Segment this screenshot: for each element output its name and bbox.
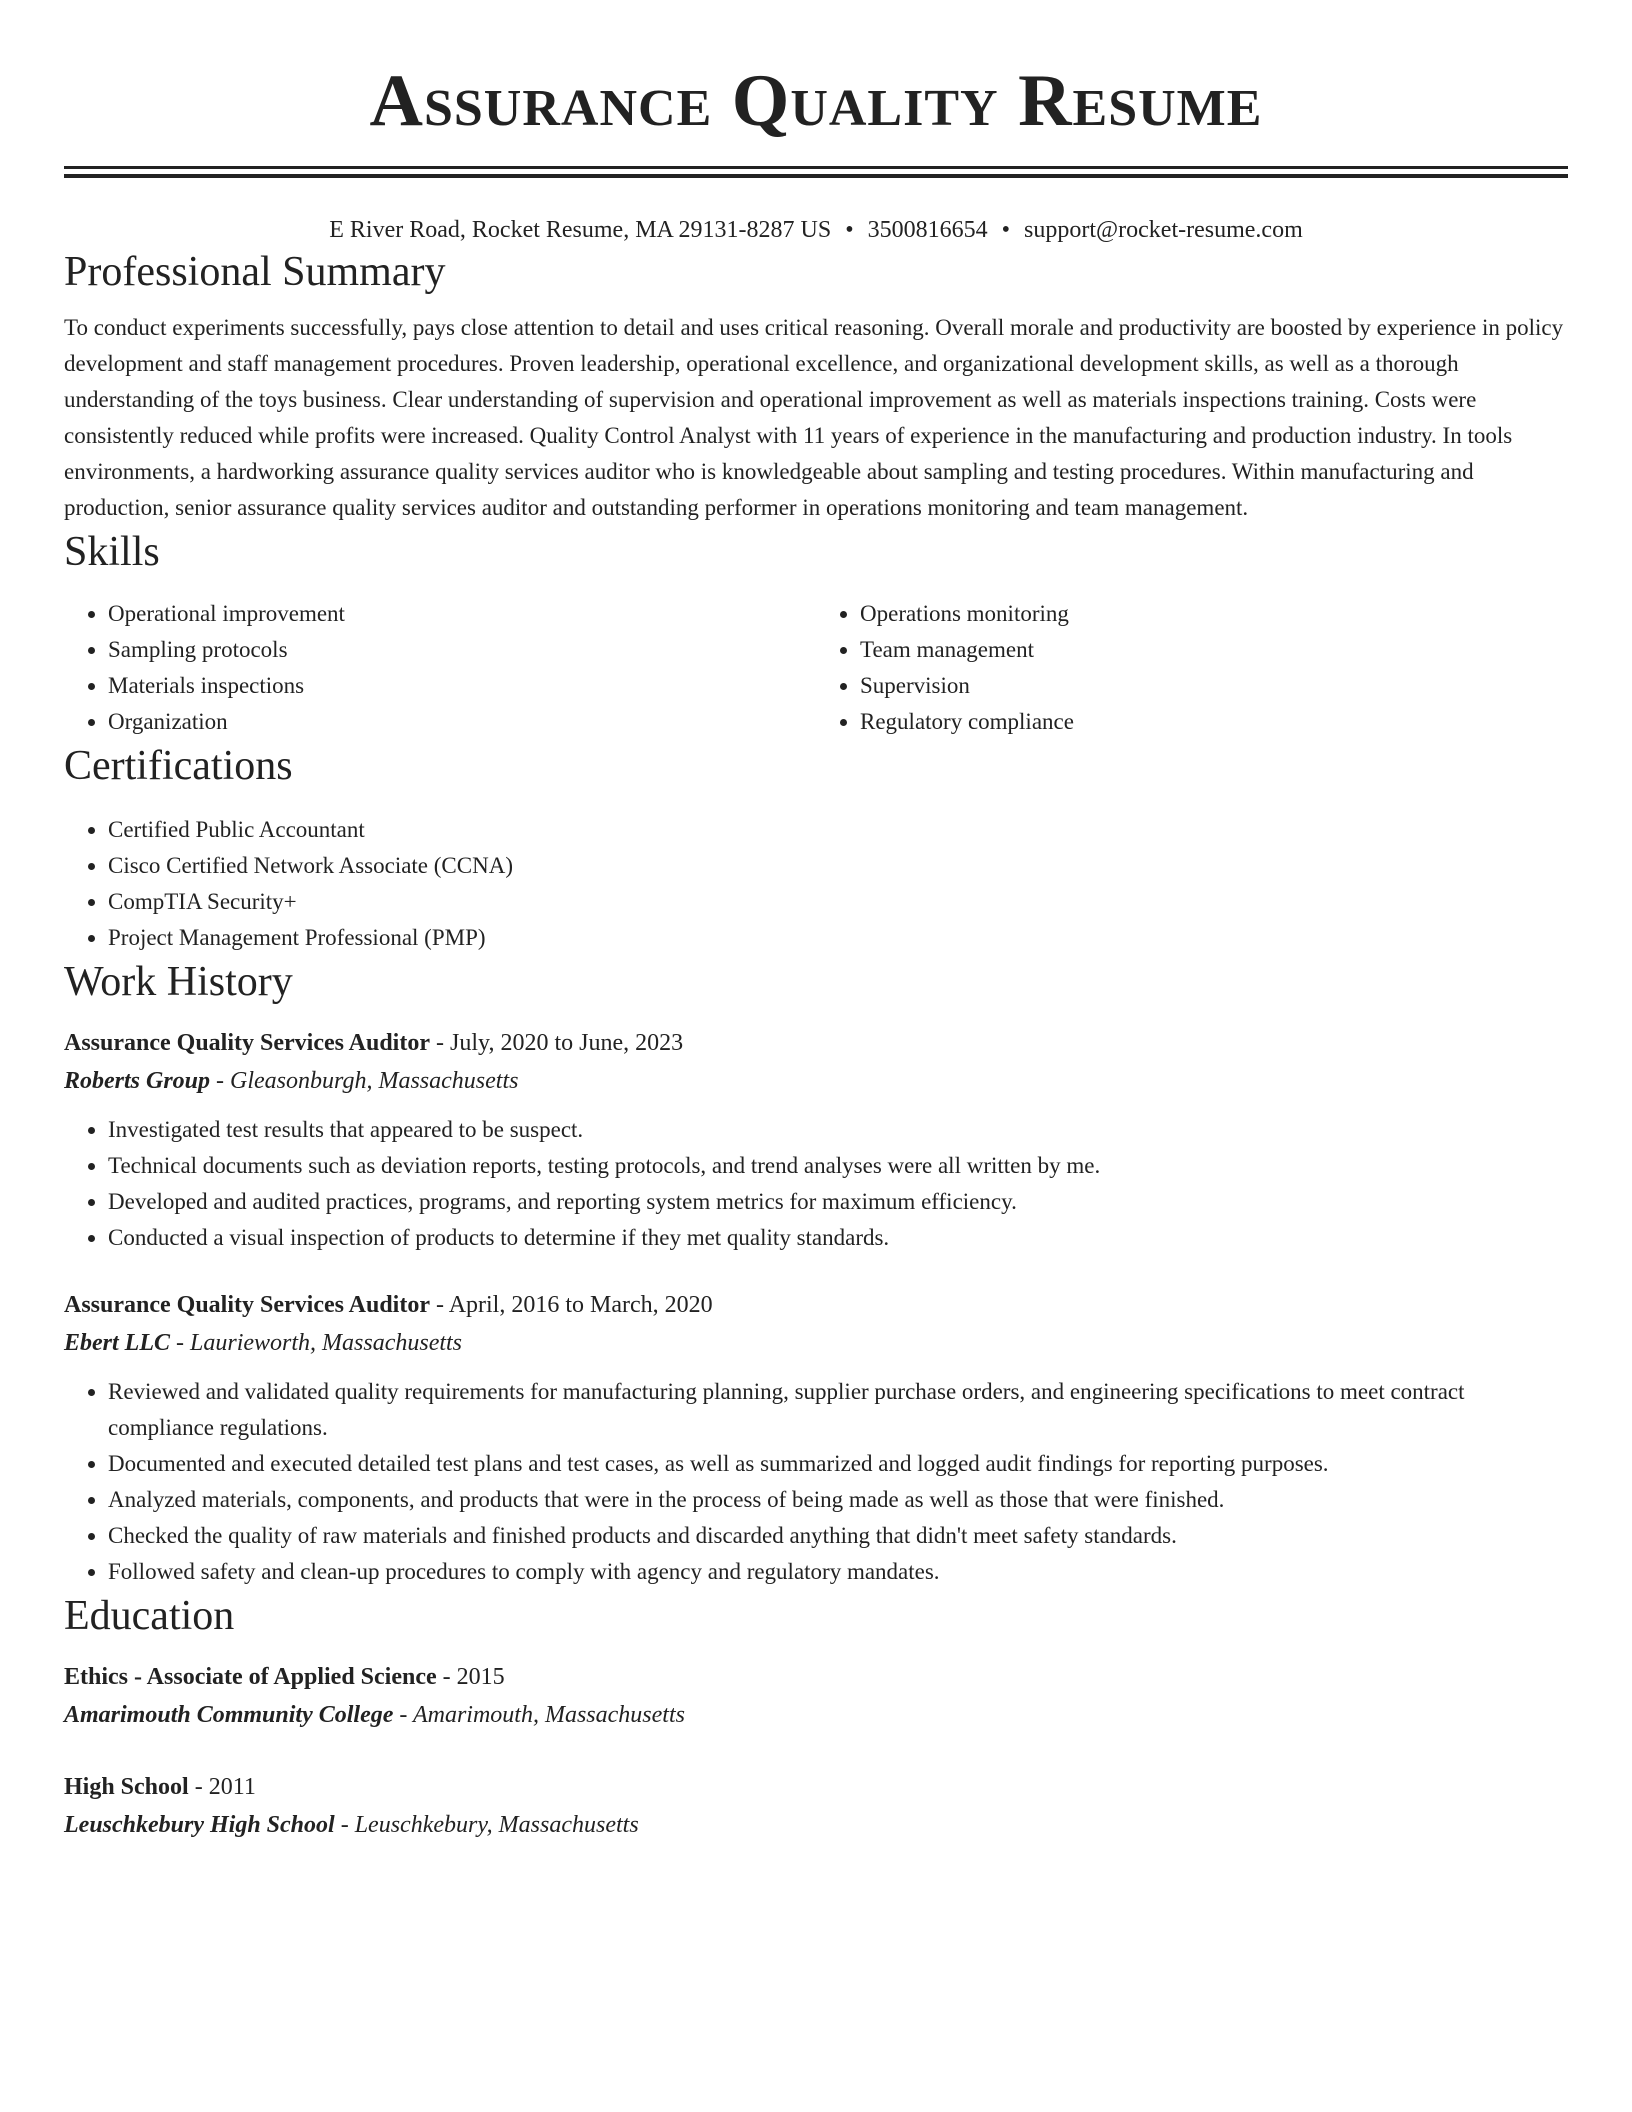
skills-grid [64, 596, 1568, 740]
job-entry [64, 1286, 1568, 1590]
contact-separator: • [1001, 217, 1011, 243]
summary-heading: Professional Summary [64, 249, 446, 295]
dash: - [436, 1030, 444, 1056]
dash: - [176, 1330, 184, 1356]
job-bullet: • Analyzed materials, components, and products that were in the process of being made as well as those that were finished. [108, 1482, 1568, 1518]
job-company: Roberts Group [64, 1068, 211, 1094]
contact-line [64, 214, 1568, 246]
education-location: Amarimouth, Massachusetts [412, 1702, 685, 1728]
job-bullet: • Documented and executed detailed test plans and test cases, as well as summarized and logged audit findings for reporting purposes. [108, 1446, 1568, 1482]
education-degree: Ethics - Associate of Applied Science [64, 1664, 437, 1690]
job-location: Gleasonburgh, Massachusetts [230, 1068, 519, 1094]
job-bullet: • Checked the quality of raw materials and finished products and discarded anything that didn't meet safety standards. [108, 1518, 1568, 1554]
job-title-line [64, 1024, 1568, 1062]
resume-title: Assurance Quality Resume [369, 60, 1263, 142]
job-location: Laurieworth, Massachusetts [190, 1330, 463, 1356]
job-bullet: • Investigated test results that appeared to be suspect. [108, 1112, 1568, 1148]
certification-item: • CompTIA Security+ [108, 884, 1568, 920]
summary-text: To conduct experiments successfully, pays close attention to detail and uses critical reasoning. Overall morale and productivity are boosted by experience in policy development and staff management procedures. Proven leadership, operational excellence, and organizational development skills, as well as a thorough understanding of the toys business. Clear understanding of supervision and operational improvement as well as materials inspections training. Costs were consistently reduced while profits were increased. Quality Control Analyst with 11 years of experience in the manufacturing and production industry. In tools environments, a hardworking assurance quality services auditor who is knowledgeable about sampling and testing procedures. Within manufacturing and production, senior assurance quality services auditor and outstanding performer in operations monitoring and team management. [64, 315, 1564, 520]
education-school: Leuschkebury High School [64, 1812, 335, 1838]
education-school-line [64, 1806, 1568, 1844]
certification-item: • Certified Public Accountant [108, 812, 1568, 848]
education-entry [64, 1658, 1568, 1734]
skill-item: • Organization [108, 704, 816, 740]
job-bullets [64, 1374, 1568, 1590]
job-company-line [64, 1062, 1568, 1100]
contact-email: support@rocket-resume.com [1024, 217, 1303, 243]
dash: - [216, 1068, 225, 1094]
job-dates: July, 2020 to June, 2023 [450, 1030, 684, 1056]
dash: - [399, 1702, 408, 1728]
dash: - [194, 1774, 203, 1800]
skill-item: • Operational improvement [108, 596, 816, 632]
job-dates: April, 2016 to March, 2020 [448, 1292, 713, 1318]
skills-heading: Skills [64, 529, 160, 575]
dash: - [442, 1664, 451, 1690]
skill-item: • Supervision [860, 668, 1568, 704]
education-year: 2015 [456, 1664, 505, 1690]
job-bullets [64, 1112, 1568, 1256]
job-bullet: • Technical documents such as deviation reports, testing protocols, and trend analyses were all written by me. [108, 1148, 1568, 1184]
education-degree: High School [64, 1774, 189, 1800]
skill-item: • Regulatory compliance [860, 704, 1568, 740]
job-title: Assurance Quality Services Auditor [64, 1030, 430, 1056]
job-bullet: • Followed safety and clean-up procedures to comply with agency and regulatory mandates. [108, 1554, 1568, 1590]
skill-item: • Team management [860, 632, 1568, 668]
title-divider [64, 166, 1568, 178]
job-company: Ebert LLC [64, 1330, 170, 1356]
education-school-line [64, 1696, 1568, 1734]
job-company-line [64, 1324, 1568, 1362]
contact-separator: • [845, 217, 854, 243]
skill-item: • Operations monitoring [860, 596, 1568, 632]
skills-list-right [816, 596, 1568, 740]
dash: - [340, 1812, 349, 1838]
education-entry [64, 1768, 1568, 1844]
education-degree-line [64, 1658, 1568, 1696]
dash: - [436, 1292, 444, 1318]
certification-item: • Cisco Certified Network Associate (CCNA) [108, 848, 1568, 884]
skill-item: • Materials inspections [108, 668, 816, 704]
education-degree-line [64, 1768, 1568, 1806]
job-bullet: • Reviewed and validated quality requirements for manufacturing planning, supplier purchase orders, and engineering specifications to meet contract compliance regulations. [108, 1374, 1568, 1446]
certifications-heading: Certifications [64, 743, 293, 789]
job-title-line [64, 1286, 1568, 1324]
job-entry [64, 1024, 1568, 1256]
certifications-list [64, 812, 1568, 956]
contact-address: E River Road, Rocket Resume, MA 29131-8287 US [329, 217, 832, 243]
job-bullet: • Developed and audited practices, programs, and reporting system metrics for maximum efficiency. [108, 1184, 1568, 1220]
contact-phone: 3500816654 [867, 217, 988, 243]
work-history-heading: Work History [64, 959, 293, 1005]
skills-list-left [64, 596, 816, 740]
job-bullet: • Conducted a visual inspection of products to determine if they met quality standards. [108, 1220, 1568, 1256]
education-year: 2011 [208, 1774, 256, 1800]
job-title: Assurance Quality Services Auditor [64, 1292, 430, 1318]
education-heading: Education [64, 1593, 235, 1639]
certification-item: • Project Management Professional (PMP) [108, 920, 1568, 956]
education-location: Leuschkebury, Massachusetts [354, 1812, 639, 1838]
education-school: Amarimouth Community College [64, 1702, 394, 1728]
skill-item: • Sampling protocols [108, 632, 816, 668]
